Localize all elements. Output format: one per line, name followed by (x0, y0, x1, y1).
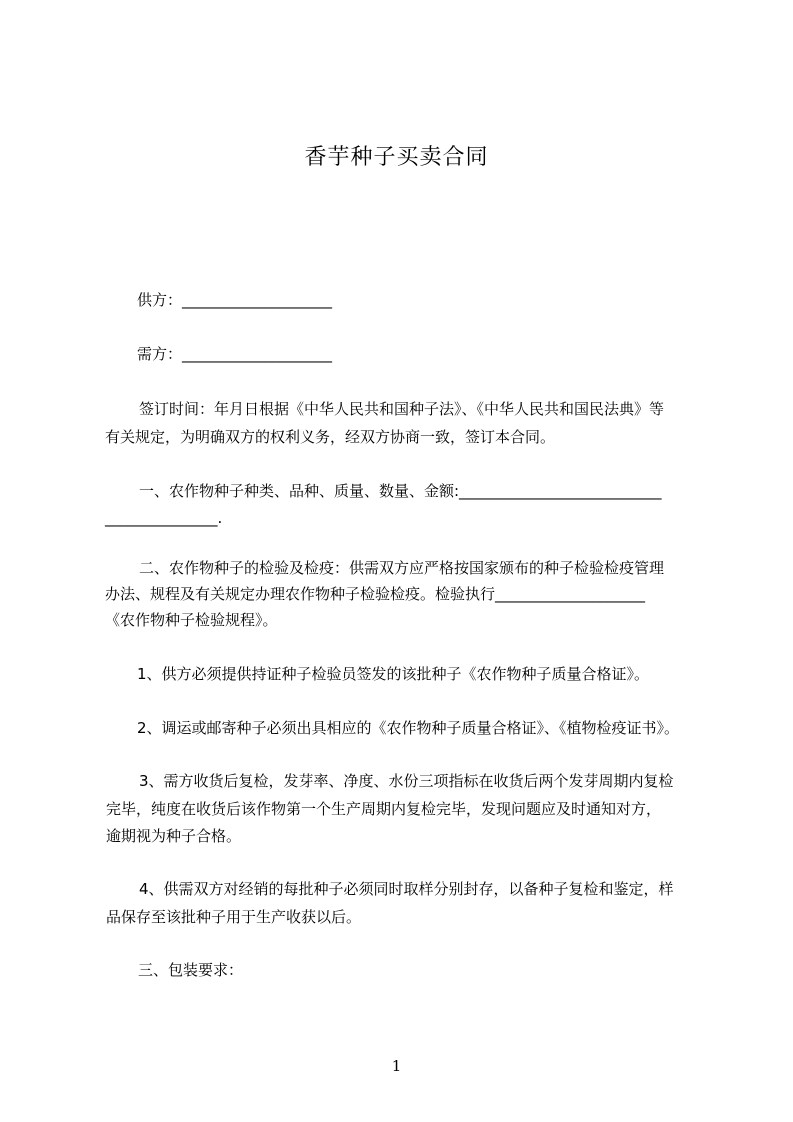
item-3-line-2: 完毕，纯度在收货后该作物第一个生产周期内复检完毕，发现问题应及时通知对方， (106, 800, 662, 818)
item-1: 1、供方必须提供持证种子检验员签发的该批种子《农作物种子质量合格证》。 (137, 665, 650, 683)
section-1-line-2: _______________. (105, 509, 223, 527)
item-4-line-2: 品保存至该批种子用于生产收获以后。 (106, 908, 362, 926)
section-2-line-3: 《农作物种子检验规程》。 (105, 611, 278, 629)
section-3-heading: 三、包装要求： (138, 961, 244, 979)
page-number: 1 (391, 1057, 402, 1075)
item-3-line-3: 逾期视为种子合格。 (106, 827, 242, 845)
section-1-line-1: 一、农作物种子种类、品种、质量、数量、金额:___________________________ (139, 482, 662, 500)
item-4-line-1: 4、供需双方对经销的每批种子必须同时取样分别封存，以备种子复检和鉴定，样 (139, 880, 674, 898)
document-title: 香芋种子买卖合同 (304, 145, 489, 170)
section-2-line-1: 二、农作物种子的检验及检疫：供需双方应严格按国家颁布的种子检验检疫管理 (139, 559, 665, 577)
item-2: 2、调运或邮寄种子必须出具相应的《农作物种子质量合格证》、《植物检疫证书》。 (137, 719, 680, 737)
section-2-line-2: 办法、规程及有关规定办理农作物种子检验检疫。检验执行____________________ (105, 585, 646, 603)
supplier-line: 供方：____________________ (137, 291, 333, 309)
buyer-line: 需方：____________________ (137, 345, 333, 363)
item-3-line-1: 3、需方收货后复检，发芽率、净度、水份三项指标在收货后两个发芽周期内复检 (139, 772, 674, 790)
intro-paragraph-line-2: 有关规定，为明确双方的权利义务，经双方协商一致，签订本合同。 (105, 428, 556, 446)
intro-paragraph-line-1: 签订时间：年月日根据《中华人民共和国种子法》、《中华人民共和国民法典》等 (139, 400, 665, 418)
